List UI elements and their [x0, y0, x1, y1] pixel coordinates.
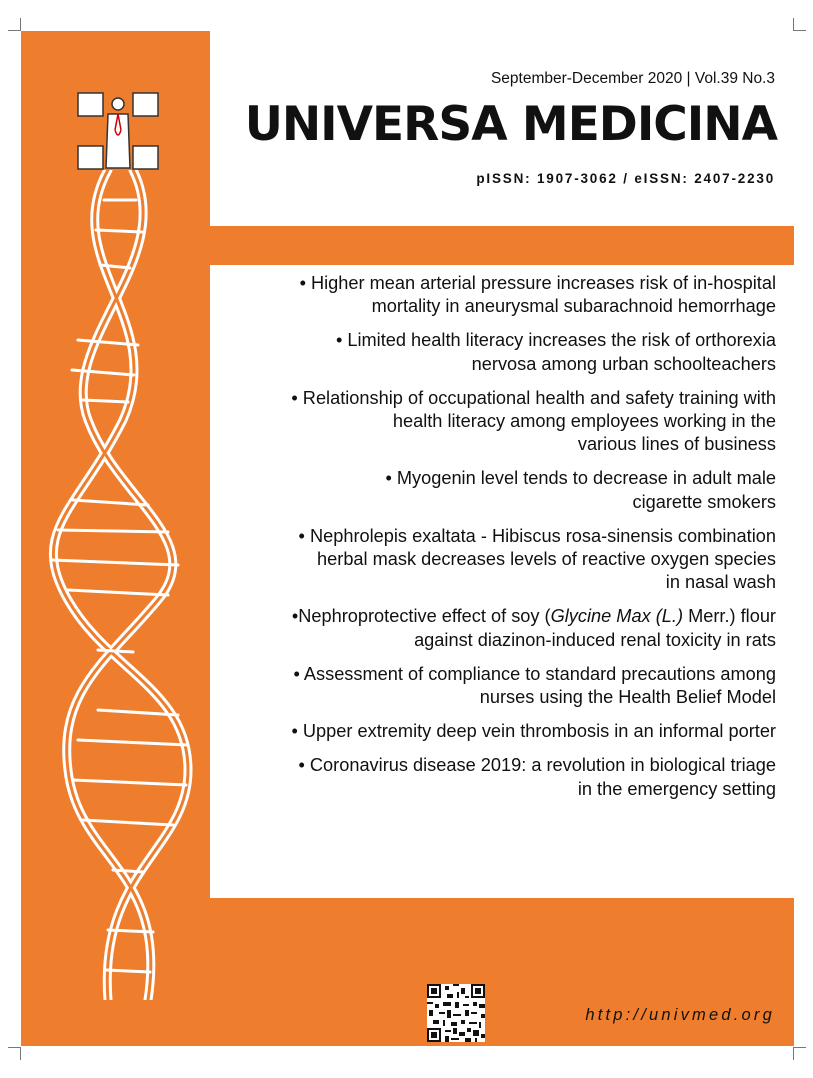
article-line: health literacy among employees working in the — [392, 411, 776, 432]
article-title — [210, 663, 776, 709]
article-line: against diazinon-induced renal toxicity in rats — [414, 629, 776, 650]
article-line: • Nephrolepis exaltata - Hibiscus rosa-sinensis combination — [298, 525, 776, 546]
qr-code-icon[interactable] — [427, 984, 485, 1042]
article-line: in nasal wash — [665, 572, 776, 593]
medical-cross-doctor-logo-icon — [77, 92, 159, 170]
article-line: mortality in aneurysmal subarachnoid hemorrhage — [371, 296, 776, 317]
website-url[interactable]: http://univmed.org — [585, 1006, 775, 1024]
article-line: • Assessment of compliance to standard precautions among — [293, 663, 776, 684]
issue-info: September-December 2020 | Vol.39 No.3 — [490, 70, 775, 87]
crop-mark-top-right — [793, 18, 806, 31]
dna-helix-icon — [38, 170, 218, 1000]
article-title — [210, 720, 776, 743]
article-line-part: Merr.) flour — [683, 606, 776, 627]
article-line — [210, 605, 776, 628]
crop-mark-bottom-left — [8, 1047, 21, 1060]
article-line: various lines of business — [577, 434, 776, 455]
article-title — [210, 525, 776, 595]
article-title — [210, 605, 776, 651]
article-title — [210, 754, 776, 800]
article-line: in the emergency setting — [577, 778, 776, 799]
article-line: • Limited health literacy increases the risk of orthorexia — [335, 330, 776, 351]
article-line: • Myogenin level tends to decrease in adult male — [385, 468, 776, 489]
article-line: nurses using the Health Belief Model — [479, 687, 776, 708]
article-line: • Upper extremity deep vein thrombosis in an informal porter — [291, 721, 776, 742]
crop-mark-top-left — [8, 18, 21, 31]
article-title — [210, 329, 776, 375]
article-title — [210, 467, 776, 513]
article-line-italic: Glycine Max (L.) — [550, 606, 684, 627]
article-line: nervosa among urban schoolteachers — [471, 353, 776, 374]
article-line: • Relationship of occupational health and safety training with — [291, 387, 776, 408]
journal-title: UNIVERSA MEDICINA — [244, 97, 777, 152]
crop-mark-bottom-right — [793, 1047, 806, 1060]
article-line: herbal mask decreases levels of reactive oxygen species — [317, 549, 776, 570]
article-title — [210, 387, 776, 457]
article-line-part: •Nephroprotective effect of soy ( — [291, 606, 551, 627]
article-title — [210, 272, 776, 318]
issn-line: pISSN: 1907-3062 / eISSN: 2407-2230 — [476, 171, 775, 186]
article-line: cigarette smokers — [632, 491, 776, 512]
article-line: • Higher mean arterial pressure increases risk of in-hospital — [299, 273, 776, 293]
article-line: • Coronavirus disease 2019: a revolution in biological triage — [298, 755, 776, 776]
article-list — [210, 272, 776, 812]
